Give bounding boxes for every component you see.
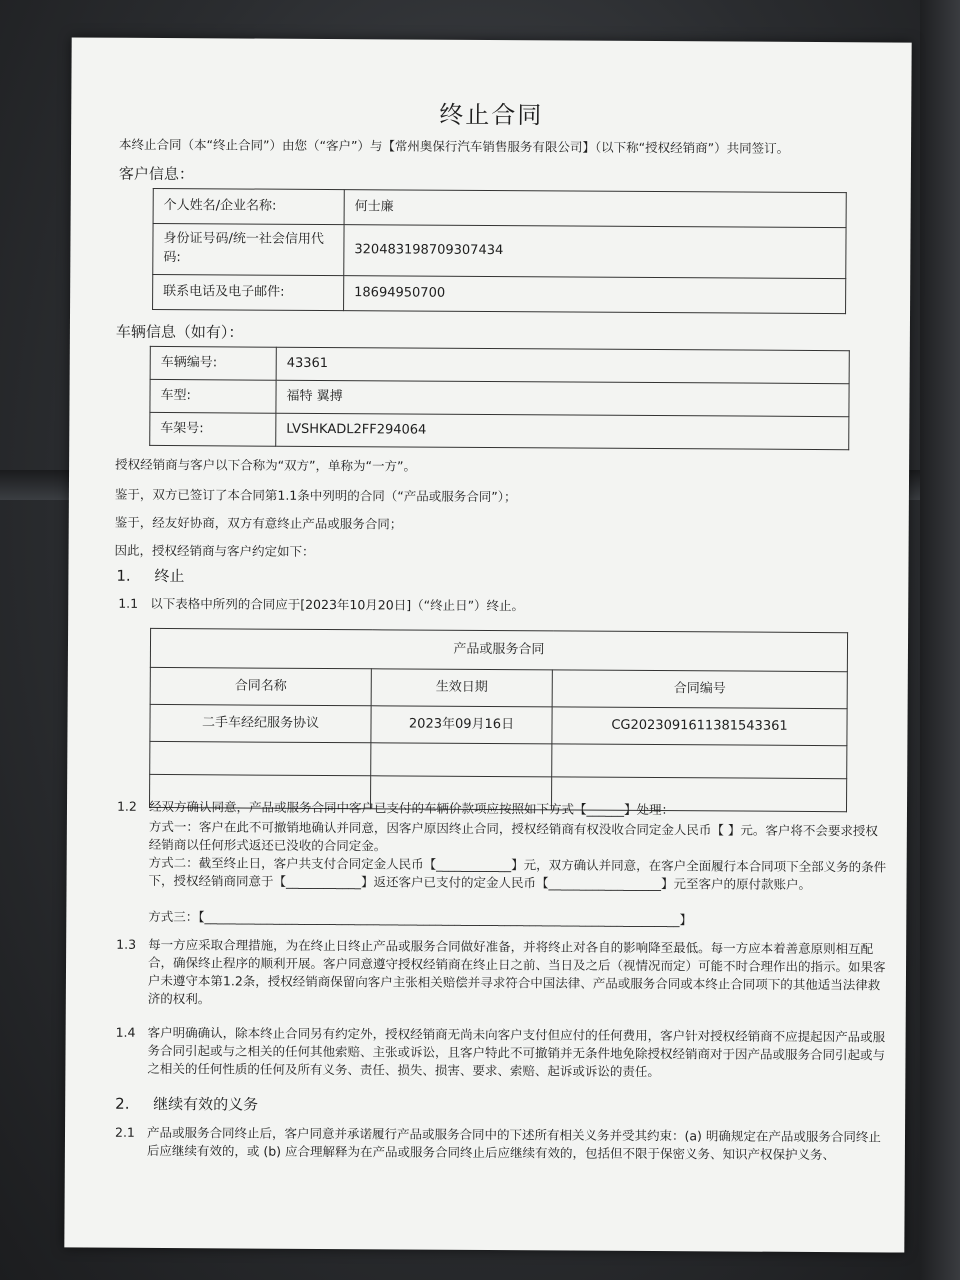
table-cell (552, 744, 847, 779)
customer-section-label: 客户信息： (118, 164, 194, 184)
table-cell: 二手车经纪服务协议 (150, 704, 371, 742)
table-row (150, 379, 849, 416)
table-row (150, 346, 849, 383)
clause-1-2-option-3: 方式三：【____________________________________________________________________________】 (148, 908, 693, 928)
clause-text: 每一方应采取合理措施，为在终止日终止产品或服务合同做好准备，并将终止对各自的影响降至最低。每一方应本着善意原则相互配合，确保终止程序的顺利开展。客户同意遵守授权经销商在终止日之前、当日及之后（视情况而定）可能不时合理作出的指示。如果客户未遵守本第1.2条，授权经销商保留向客户主张相关赔偿并寻求符合中国法律、产品或服务合同或本终止合同项下的其他适当法律救济的权利。 (147, 936, 886, 1007)
contract-table (149, 628, 848, 812)
clause-1-2-option-1: 方式一：客户在此不可撤销地确认并同意，因客户原因终止合同，授权经销商有权没收合同定金人民币【 】元。客户将不会要求授权经销商以任何形式返还已没收的合同定金。 (148, 818, 878, 854)
customer-name-value: 何士廉 (344, 190, 846, 228)
table-cell (371, 743, 552, 777)
column-header: 生效日期 (371, 669, 552, 707)
column-header: 合同编号 (552, 670, 847, 709)
contract-paper (64, 37, 911, 1252)
table-cell: CG2023091611381543361 (552, 707, 847, 746)
document-title: 终止合同 (439, 100, 544, 130)
table-cell: 2023年09月16日 (371, 706, 552, 744)
section-2-heading (115, 1094, 258, 1117)
clause-text: 产品或服务合同终止后，客户同意并承诺履行产品或服务合同中的下述所有相关义务并受其约束：(a) 明确规定在产品或服务合同终止后应继续有效的，或 (b) 应合理解释为在产品或服务合同终止后应继续有效的，包括但不限于保密义务、知识产权保护义务、 (146, 1124, 881, 1163)
vehicle-number-value: 43361 (276, 347, 849, 383)
whereas-paragraph-1: 鉴于，双方已签订了本合同第1.1条中列明的合同（“产品或服务合同”）； (114, 486, 517, 505)
vehicle-model-value: 福特 翼搏 (276, 380, 849, 416)
clause-1-3 (116, 936, 886, 1013)
table-caption: 产品或服务合同 (150, 628, 847, 671)
customer-info-table (152, 188, 847, 314)
clause-number: 1.3 (116, 936, 137, 952)
clause-text: 客户明确确认，除本终止合同另有约定外，授权经销商无尚未向客户支付但应付的任何费用，客户针对授权经销商不应提起因产品或服务合同引起或与之相关的任何其他索赔、主张或诉讼，且客户特此不可撤销并无条件地免除授权经销商对于因产品或服务合同引起或与之相关的任何性质的任何及所有义务、责任、损失、损害、要求、索赔、起诉或诉讼的责任。 (147, 1024, 886, 1080)
section-title: 继续有效的义务 (153, 1094, 259, 1114)
table-row (150, 704, 847, 745)
customer-contact-value: 18694950700 (344, 276, 846, 314)
table-caption-row (150, 628, 847, 671)
vehicle-model-label: 车型: (150, 379, 276, 413)
customer-id-value: 320483198709307434 (344, 225, 846, 279)
table-row (153, 274, 846, 313)
section-number: 2. (115, 1094, 130, 1113)
section-title: 终止 (154, 566, 185, 586)
vehicle-info-table (149, 346, 850, 450)
clause-number: 1.2 (116, 798, 137, 814)
table-header-row (150, 667, 847, 708)
table-row (150, 741, 847, 778)
customer-name-label: 个人姓名/企业名称: (153, 188, 344, 224)
vin-value: LVSHKADL2FF294064 (276, 413, 849, 449)
parties-paragraph: 授权经销商与客户以下合称为“双方”，单称为“一方”。 (115, 456, 417, 474)
intro-paragraph: 本终止合同（本“终止合同”）由您（“客户”）与【常州奥保行汽车销售服务有限公司】（以下称“授权经销商”）共同签订。 (119, 136, 790, 156)
tray-right-lip (920, 0, 960, 1280)
table-cell (150, 741, 371, 775)
clause-1-2 (117, 798, 887, 821)
clause-1-4 (115, 1024, 885, 1083)
table-row (150, 412, 849, 449)
clause-number: 1.4 (115, 1024, 136, 1040)
section-number: 1. (116, 566, 131, 585)
clause-text: 以下表格中所列的合同应于[2023年10月20日]（“终止日”）终止。 (150, 595, 525, 614)
vehicle-section-label: 车辆信息（如有）： (115, 322, 244, 342)
clause-1-1 (118, 595, 888, 618)
table-row (153, 188, 846, 227)
clause-number: 1.1 (118, 595, 139, 611)
therefore-paragraph: 因此，授权经销商与客户约定如下： (114, 542, 315, 559)
clause-1-2-option-2: 方式二：截至终止日，客户共支付合同定金人民币【____________】元，双方确认并同意，在客户全面履行本合同项下全部义务的条件下，授权经销商同意于【____________】返还客户已支付的定金人民币【__________________】元至客户的原付款账户。 (148, 854, 887, 893)
clause-2-1 (115, 1124, 885, 1165)
whereas-paragraph-2: 鉴于，经友好协商，双方有意终止产品或服务合同； (114, 514, 403, 532)
vehicle-number-label: 车辆编号: (150, 346, 276, 380)
vin-label: 车架号: (150, 412, 276, 446)
section-1-heading (116, 566, 184, 588)
customer-contact-label: 联系电话及电子邮件: (153, 274, 344, 310)
column-header: 合同名称 (150, 667, 371, 705)
table-row (153, 223, 846, 278)
customer-id-label: 身份证号码/统一社会信用代码: (153, 223, 344, 275)
clause-number: 2.1 (114, 1124, 135, 1140)
clause-text: 经双方确认同意，产品或服务合同中客户已支付的车辆价款项应按照如下方式【______】处理： (148, 798, 675, 818)
